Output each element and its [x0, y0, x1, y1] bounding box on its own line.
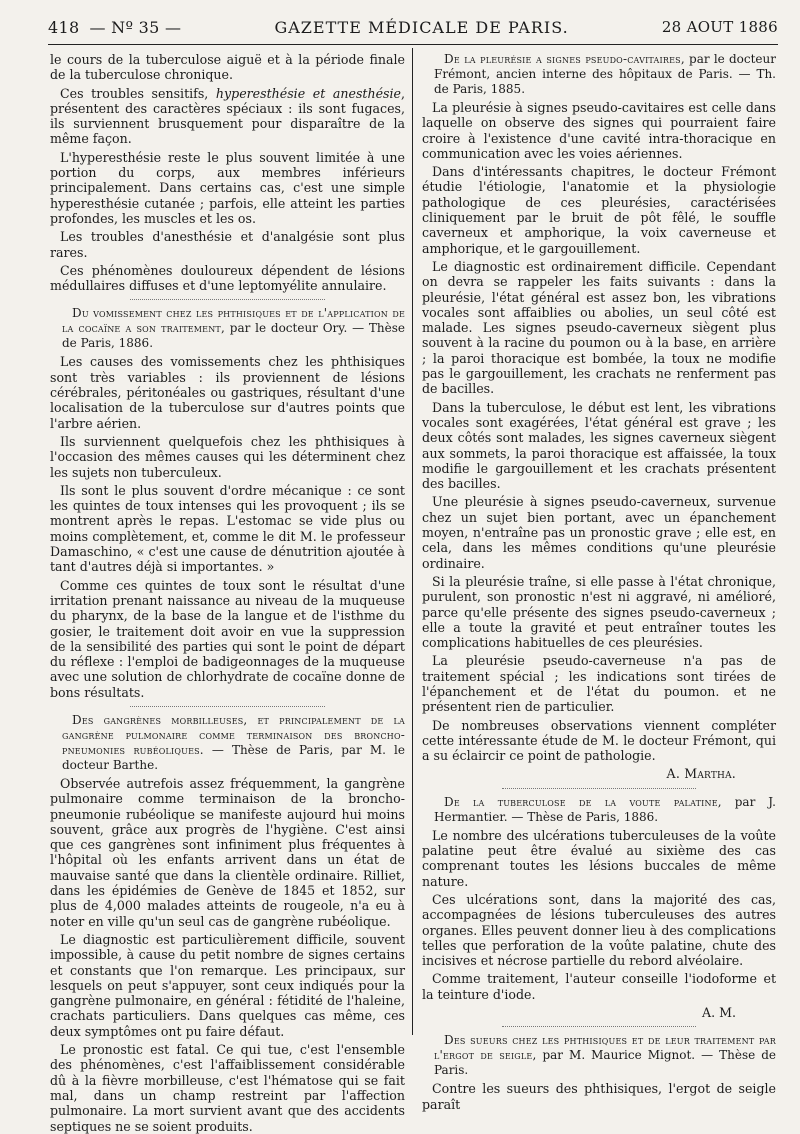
page-header: [48, 12, 778, 42]
paragraph: Les causes des vomissements chez les phthisiques sont très variables : ils proviennent de lésions cérébrales, péritonéales ou gastriques, résultant d'une localisation de la tuberculose sur d'autres points que l'arbre aérien.: [50, 354, 405, 431]
article-separator: [130, 299, 325, 300]
paragraph: Si la pleurésie traîne, si elle passe à l'état chronique, purulent, son pronostic n'est ni aggravé, ni amélioré, parce qu'elle présente des signes pseudo-caverneux ; elle a toute la gravité et peut entraîner toutes les complications habituelles de ces pleurésies.: [422, 573, 776, 651]
article-heading-vomissement: [50, 306, 405, 351]
left-column: [50, 52, 406, 1134]
heading-byline: par J. Hermantier. — Thèse de Paris, 1886.: [434, 794, 776, 824]
paragraph: Ils surviennent quelquefois chez les phthisiques à l'occasion des mêmes causes qui les déterminent chez les sujets non tuberculeux.: [50, 433, 405, 480]
paragraph: [50, 86, 405, 147]
paragraph: Dans d'intéressants chapitres, le docteur Frémont étudie l'étiologie, l'anatomie et la physiologie pathologique de ces pleurésies, caractérisées cliniquement par le bruit de pôt fêlé, le souffle caverneux et amphorique, la voix caverneuse et amphorique, et le gargouillement.: [422, 164, 776, 256]
heading-title: Des gangrènes morbilleuses, et principalement de la gangrène pulmonaire comme terminaison des broncho-pneumonies rubéoliques.: [62, 712, 405, 757]
column-divider: [412, 48, 413, 1035]
issue-number: — Nº 35 —: [89, 17, 182, 37]
paragraph: Comme ces quintes de toux sont le résultat d'une irritation prenant naissance au niveau de la muqueuse du pharynx, de la base de la langue et de l'isthme du gosier, le traitement doit avoir en vue la suppression de la sensibilité des parties qui sont le point de départ du réflexe : l'emploi de badigeonnages de la muqueuse avec une solution de chlorhydrate de cocaïne donne de bons résultats.: [50, 577, 405, 700]
paragraph: La pleurésie à signes pseudo-cavitaires est celle dans laquelle on observe des signes qui pourraient faire croire à l'existence d'une cavité intra-thoracique en communication avec les voies aériennes.: [422, 100, 776, 161]
author-signature: A. M.: [702, 1005, 736, 1021]
paragraph: Ils sont le plus souvent d'ordre mécanique : ce sont les quintes de toux intenses qui les provoquent ; ils se montrent après le repas. L'estomac se vide plus ou moins complètement, et, comme le dit M. le professeur Damaschino, « c'est une cause de dénutrition ajoutée à tant d'autres déjà si importantes. »: [50, 482, 405, 575]
heading-byline: — Thèse de Paris, par M. le docteur Barthe.: [62, 742, 405, 772]
right-column: [422, 52, 776, 1112]
text-run: Ces troubles sensitifs,: [60, 85, 216, 101]
paragraph: Dans la tuberculose, le début est lent, les vibrations vocales sont exagérées, l'état général est grave ; les deux côtés sont malades, les signes caverneux siègent aux sommets, la paroi thoracique est affaissée, la toux modifie le gargouillement et les crachats présentent des bacilles.: [422, 399, 776, 492]
text-run: , présentent des caractères spéciaux : ils sont fugaces, ils surviennent brusquement pour disparaître de la même façon.: [50, 85, 406, 147]
paragraph: Les troubles d'anesthésie et d'analgésie sont plus rares.: [50, 229, 405, 260]
header-rule: [48, 44, 778, 45]
article-separator: [502, 788, 696, 789]
italic-term: hyperesthésie et anesthésie: [215, 85, 401, 101]
paragraph: La pleurésie pseudo-caverneuse n'a pas de traitement spécial ; les indications sont tirées de l'épanchement et de l'état du poumon. et ne présentent rien de particulier.: [422, 653, 776, 715]
paragraph: Contre les sueurs des phthisiques, l'ergot de seigle paraît: [422, 1081, 776, 1112]
article-separator: [502, 1026, 696, 1027]
header-left: [48, 18, 181, 37]
heading-byline: par le docteur Frémont, ancien interne des hôpitaux de Paris. — Th. de Paris, 1885.: [434, 52, 776, 96]
article-heading-gangrenes: [50, 713, 405, 773]
paragraph: Le pronostic est fatal. Ce qui tue, c'est l'ensemble des phénomènes, c'est l'affaiblissement considérable dû à la fièvre morbilleuse, c'est l'hématose qui se fait mal, dans un champ restreint par l'affection pulmonaire. La mort survient avant que des accidents septiques ne se soient produits.: [50, 1042, 405, 1134]
paragraph: Observée autrefois assez fréquemment, la gangrène pulmonaire comme terminaison de la broncho-pneumonie rubéolique se manifeste aujourd hui moins souvent, grâce aux progrès de l'hygiène. C'est ainsi que ces gangrènes sont infiniment plus fréquentes à l'hôpital où les enfants arrivent dans un état de mauvaise santé que dans la clientèle ordinaire. Rilliet, dans les épidémies de Genève de 1845 et 1852, sur plus de 4,000 malades atteints de rougeole, n'a eu à noter en ville qu'un seul cas de gangrène rubéolique.: [50, 775, 405, 929]
heading-byline: par le docteur Ory. — Thèse de Paris, 1886.: [62, 321, 405, 351]
issue-date: 28 AOUT 1886: [661, 18, 778, 36]
paragraph: Le nombre des ulcérations tuberculeuses de la voûte palatine peut être évalué au sixième des cas comprenant toutes les lésions buccales de même nature.: [422, 827, 776, 889]
author-signature: A. Martha.: [666, 766, 736, 782]
heading-byline: par M. Maurice Mignot. — Thèse de Paris.: [434, 1048, 776, 1078]
paragraph: le cours de la tuberculose aiguë et à la période finale de la tuberculose chronique.: [50, 52, 405, 83]
heading-title: De la pleurésie a signes pseudo-cavitaires,: [444, 52, 685, 66]
paragraph: De nombreuses observations viennent compléter cette intéressante étude de M. le docteur Frémont, qui a su éclaircir ce point de pathologie.: [422, 717, 776, 764]
article-heading-tuberculose-palatine: [422, 795, 776, 825]
paragraph: L'hyperesthésie reste le plus souvent limitée à une portion du corps, aux membres inférieurs principalement. Dans certains cas, c'est une simple hyperesthésie cutanée ; parfois, elle atteint les parties profondes, les muscles et les os.: [50, 149, 405, 226]
paragraph: Une pleurésie à signes pseudo-caverneux, survenue chez un sujet bien portant, avec un épanchement moyen, n'entraîne pas un pronostic grave ; elle est, en cela, dans les mêmes conditions qu'une pleurésie ordinaire.: [422, 494, 776, 571]
paragraph: Ces phénomènes douloureux dépendent de lésions médullaires diffuses et d'une leptomyélite annulaire.: [50, 262, 405, 294]
paragraph: Comme traitement, l'auteur conseille l'iodoforme et la teinture d'iode.: [422, 971, 776, 1002]
heading-title: Du vomissement chez les phthisiques et de l'application de la cocaïne a son traitement,: [62, 306, 405, 336]
paragraph: Ces ulcérations sont, dans la majorité des cas, accompagnées de lésions tuberculeuses des autres organes. Elles peuvent donner lieu à des complications telles que perforation de la voûte palatine, chute des incisives et nécrose partielle du rebord alvéolaire.: [422, 891, 776, 969]
article-heading-pleuresie: [422, 52, 776, 97]
heading-title: De la tuberculose de la voute palatine,: [444, 794, 722, 809]
page-number: 418: [48, 17, 80, 37]
journal-title: GAZETTE MÉDICALE DE PARIS.: [274, 17, 569, 37]
paragraph: Le diagnostic est particulièrement difficile, souvent impossible, à cause du petit nombre de signes certains et constants que l'on remarque. Les principaux, sur lesquels on peut s'appuyer, sont ceux indiqués pour la gangrène pulmonaire, en général : fétidité de l'haleine, crachats particuliers. Dans quelques cas même, ces deux symptômes ont pu faire défaut.: [50, 931, 405, 1039]
heading-title: Des sueurs chez les phthisiques et de leur traitement par l'ergot de seigle,: [434, 1033, 776, 1063]
paragraph: Le diagnostic est ordinairement difficile. Cependant on devra se rappeler les faits suivants : dans la pleurésie, l'état général est assez bon, les vibrations vocales sont affaiblies ou abolies, un seul côté est malade. Les signes pseudo-caverneux siègent plus souvent à la racine du poumon ou à la base, en arrière ; la paroi thoracique est bombée, la toux ne modifie pas le gargouillement, les crachats ne renferment pas de bacilles.: [422, 258, 776, 397]
article-heading-sueurs: [422, 1033, 776, 1078]
article-separator: [130, 706, 325, 707]
